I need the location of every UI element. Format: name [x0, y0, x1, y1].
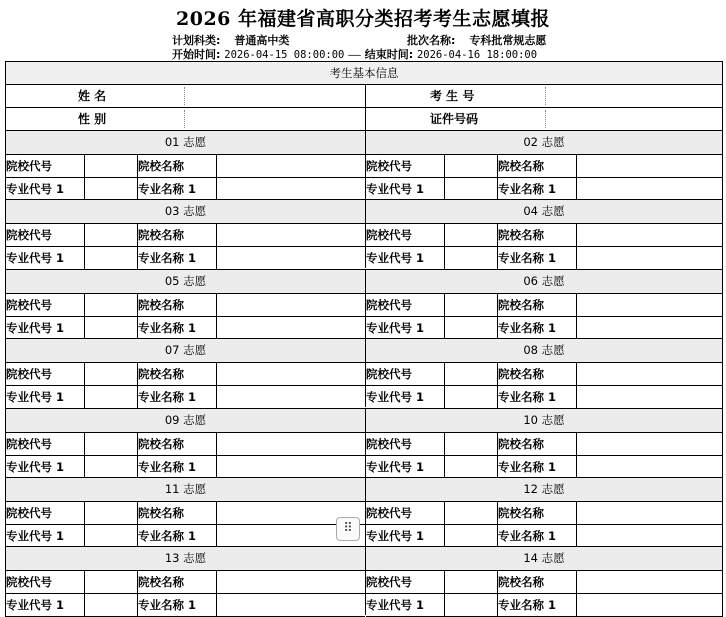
- major-code-field[interactable]: [445, 317, 496, 339]
- choice-block: [365, 477, 722, 546]
- school-name-field[interactable]: [577, 155, 722, 177]
- school-row: [366, 155, 722, 178]
- school-code-label: 院校代号: [6, 575, 52, 590]
- choice-block: [6, 546, 365, 615]
- school-code-field[interactable]: [85, 433, 136, 455]
- major-row: [366, 594, 722, 617]
- school-name-field[interactable]: [577, 433, 722, 455]
- major-row: [6, 386, 365, 409]
- major-name-label: 专业名称 1: [498, 390, 557, 405]
- school-code-field[interactable]: [445, 571, 496, 593]
- major-code-label: 专业代号 1: [6, 320, 65, 335]
- major-name-label: 专业名称 1: [138, 390, 197, 405]
- school-row: [6, 571, 365, 594]
- choice-header: 09 志愿: [6, 408, 365, 433]
- time-range: [172, 46, 537, 62]
- major-name-label: 专业名称 1: [498, 598, 557, 613]
- school-code-label: 院校代号: [366, 367, 412, 382]
- gender-field[interactable]: [186, 108, 364, 130]
- major-code-field[interactable]: [85, 456, 136, 478]
- major-code-field[interactable]: [85, 247, 136, 269]
- school-row: [366, 433, 722, 456]
- choice-block: [6, 130, 365, 199]
- major-name-field[interactable]: [577, 317, 722, 339]
- school-name-label: 院校名称: [498, 367, 544, 382]
- major-row: [6, 456, 365, 479]
- major-code-field[interactable]: [85, 525, 136, 547]
- major-code-field[interactable]: [445, 456, 496, 478]
- start-time-label: 开始时间:: [172, 48, 221, 61]
- major-code-field[interactable]: [85, 594, 136, 616]
- choice-block: [365, 130, 722, 199]
- school-row: [6, 502, 365, 525]
- school-name-field[interactable]: [577, 224, 722, 246]
- choice-header: 05 志愿: [6, 269, 365, 294]
- school-row: [366, 294, 722, 317]
- major-name-label: 专业名称 1: [138, 598, 197, 613]
- school-name-field[interactable]: [577, 294, 722, 316]
- major-code-field[interactable]: [445, 178, 496, 200]
- info-row-gender: [6, 108, 722, 131]
- school-code-label: 院校代号: [366, 436, 412, 451]
- major-row: [6, 247, 365, 270]
- school-name-label: 院校名称: [498, 506, 544, 520]
- school-code-label: 院校代号: [366, 506, 412, 520]
- major-code-label: 专业代号 1: [366, 459, 425, 474]
- major-name-label: 专业名称 1: [138, 320, 197, 335]
- school-code-field[interactable]: [445, 294, 496, 316]
- batch-name-label: 批次名称:: [407, 34, 456, 47]
- end-time-value: 2026-04-16 18:00:00: [416, 49, 538, 61]
- major-code-field[interactable]: [445, 525, 496, 547]
- name-label: 姓 名: [78, 89, 107, 103]
- school-row: [6, 224, 365, 247]
- major-row: [6, 178, 365, 201]
- choice-block: [6, 338, 365, 407]
- choice-block: [6, 199, 365, 268]
- major-row: [6, 525, 365, 548]
- school-name-field[interactable]: [577, 363, 722, 385]
- school-row: [6, 363, 365, 386]
- major-code-field[interactable]: [85, 386, 136, 408]
- major-name-field[interactable]: [217, 247, 365, 269]
- school-row: [366, 502, 722, 525]
- major-row: [6, 317, 365, 340]
- choice-header: 11 志愿: [6, 477, 365, 502]
- gender-label: 性 别: [78, 112, 107, 126]
- major-row: [366, 386, 722, 409]
- major-row: [366, 317, 722, 340]
- school-code-label: 院校代号: [6, 297, 52, 312]
- major-code-label: 专业代号 1: [366, 320, 425, 335]
- major-name-label: 专业名称 1: [498, 182, 557, 196]
- choice-block: [365, 269, 722, 338]
- choice-header: 07 志愿: [6, 338, 365, 363]
- school-name-field[interactable]: [577, 502, 722, 524]
- plan-type-value: 普通高中类: [234, 34, 290, 47]
- choice-header: 10 志愿: [366, 408, 722, 433]
- school-name-field[interactable]: [217, 294, 365, 316]
- school-code-label: 院校代号: [6, 159, 52, 173]
- major-code-label: 专业代号 1: [366, 529, 425, 543]
- choice-block: [365, 546, 722, 615]
- major-name-label: 专业名称 1: [138, 459, 197, 474]
- choice-header: 03 志愿: [6, 199, 365, 224]
- major-name-label: 专业名称 1: [498, 529, 557, 543]
- choice-block: [6, 408, 365, 477]
- school-name-label: 院校名称: [138, 436, 184, 451]
- choice-block: [365, 199, 722, 268]
- exam-number-field[interactable]: [547, 85, 721, 107]
- major-name-field[interactable]: [577, 456, 722, 478]
- choice-header: 01 志愿: [6, 130, 365, 155]
- basic-info-header: 考生基本信息: [6, 62, 722, 85]
- school-name-label: 院校名称: [498, 228, 544, 243]
- application-form: [5, 61, 723, 617]
- school-name-field[interactable]: [217, 224, 365, 246]
- major-name-label: 专业名称 1: [498, 459, 557, 474]
- choice-header: 08 志愿: [366, 338, 722, 363]
- school-name-label: 院校名称: [138, 228, 184, 243]
- school-name-field[interactable]: [217, 363, 365, 385]
- plan-type-label: 计划科类:: [172, 34, 221, 47]
- end-time-label: 结束时间:: [364, 48, 414, 61]
- choice-header: 02 志愿: [366, 130, 722, 155]
- major-code-label: 专业代号 1: [6, 598, 65, 613]
- major-name-label: 专业名称 1: [138, 251, 197, 266]
- major-name-field[interactable]: [217, 386, 365, 408]
- major-code-label: 专业代号 1: [366, 390, 425, 405]
- school-name-label: 院校名称: [138, 159, 184, 173]
- school-code-label: 院校代号: [366, 228, 412, 243]
- school-code-label: 院校代号: [6, 506, 52, 520]
- school-code-field[interactable]: [445, 155, 496, 177]
- school-code-field[interactable]: [85, 363, 136, 385]
- major-code-field[interactable]: [445, 247, 496, 269]
- school-name-label: 院校名称: [498, 436, 544, 451]
- major-code-field[interactable]: [85, 317, 136, 339]
- major-name-label: 专业名称 1: [498, 251, 557, 266]
- school-row: [366, 571, 722, 594]
- major-name-label: 专业名称 1: [138, 182, 197, 196]
- major-code-label: 专业代号 1: [366, 251, 425, 266]
- school-code-field[interactable]: [445, 502, 496, 524]
- major-code-field[interactable]: [445, 594, 496, 616]
- choice-block: [6, 477, 365, 546]
- name-field[interactable]: [186, 85, 364, 107]
- major-name-field[interactable]: [577, 594, 722, 616]
- major-code-field[interactable]: [445, 386, 496, 408]
- school-row: [6, 155, 365, 178]
- major-row: [366, 456, 722, 479]
- major-name-label: 专业名称 1: [138, 529, 197, 543]
- school-name-label: 院校名称: [498, 297, 544, 312]
- major-name-field[interactable]: [217, 456, 365, 478]
- school-code-field[interactable]: [445, 433, 496, 455]
- major-code-label: 专业代号 1: [6, 529, 65, 543]
- major-code-label: 专业代号 1: [6, 459, 65, 474]
- school-row: [366, 363, 722, 386]
- major-code-label: 专业代号 1: [6, 390, 65, 405]
- school-name-label: 院校名称: [138, 575, 184, 590]
- major-row: [366, 525, 722, 548]
- major-code-label: 专业代号 1: [6, 251, 65, 266]
- major-name-field[interactable]: [577, 178, 722, 200]
- school-code-field[interactable]: [85, 502, 136, 524]
- id-number-label: 证件号码: [430, 112, 479, 126]
- major-row: [366, 178, 722, 201]
- choice-block: [365, 408, 722, 477]
- major-code-field[interactable]: [85, 178, 136, 200]
- major-name-field[interactable]: [577, 386, 722, 408]
- time-separator: ——: [348, 49, 361, 61]
- school-name-field[interactable]: [217, 571, 365, 593]
- major-code-label: 专业代号 1: [366, 598, 425, 613]
- major-name-label: 专业名称 1: [498, 320, 557, 335]
- school-name-field[interactable]: [577, 571, 722, 593]
- school-code-label: 院校代号: [6, 228, 52, 243]
- choice-header: 14 志愿: [366, 546, 722, 571]
- major-name-field[interactable]: [577, 525, 722, 547]
- school-code-label: 院校代号: [366, 575, 412, 590]
- school-name-label: 院校名称: [498, 159, 544, 173]
- page-title: 2026 年福建省高职分类招考考生志愿填报: [176, 8, 550, 30]
- school-code-label: 院校代号: [6, 367, 52, 382]
- major-row: [366, 247, 722, 270]
- choice-header: 13 志愿: [6, 546, 365, 571]
- major-name-field[interactable]: [217, 594, 365, 616]
- school-code-field[interactable]: [445, 224, 496, 246]
- school-name-label: 院校名称: [138, 506, 184, 520]
- school-name-label: 院校名称: [138, 297, 184, 312]
- major-name-field[interactable]: [217, 178, 365, 200]
- major-code-label: 专业代号 1: [6, 182, 65, 196]
- start-time-value: 2026-04-15 08:00:00: [224, 49, 345, 61]
- batch-name-value: 专科批常规志愿: [469, 34, 547, 47]
- school-code-field[interactable]: [85, 571, 136, 593]
- school-name-field[interactable]: [217, 155, 365, 177]
- info-row-name: [6, 85, 722, 108]
- school-code-field[interactable]: [445, 363, 496, 385]
- choice-block: [6, 269, 365, 338]
- school-row: [366, 224, 722, 247]
- school-row: [6, 433, 365, 456]
- school-code-label: 院校代号: [366, 159, 412, 173]
- major-row: [6, 594, 365, 617]
- id-number-field[interactable]: [547, 108, 721, 130]
- school-name-field[interactable]: [217, 433, 365, 455]
- school-row: [6, 294, 365, 317]
- school-code-label: 院校代号: [366, 297, 412, 312]
- school-code-field[interactable]: [85, 294, 136, 316]
- major-name-field[interactable]: [577, 247, 722, 269]
- major-code-label: 专业代号 1: [366, 182, 425, 196]
- school-name-label: 院校名称: [498, 575, 544, 590]
- choice-header: 04 志愿: [366, 199, 722, 224]
- school-code-field[interactable]: [85, 224, 136, 246]
- school-code-field[interactable]: [85, 155, 136, 177]
- choice-header: 12 志愿: [366, 477, 722, 502]
- school-name-label: 院校名称: [138, 367, 184, 382]
- choice-block: [365, 338, 722, 407]
- drag-handle-icon[interactable]: ⠿: [336, 517, 360, 541]
- school-code-label: 院校代号: [6, 436, 52, 451]
- exam-number-label: 考 生 号: [430, 89, 475, 103]
- major-name-field[interactable]: [217, 317, 365, 339]
- choice-header: 06 志愿: [366, 269, 722, 294]
